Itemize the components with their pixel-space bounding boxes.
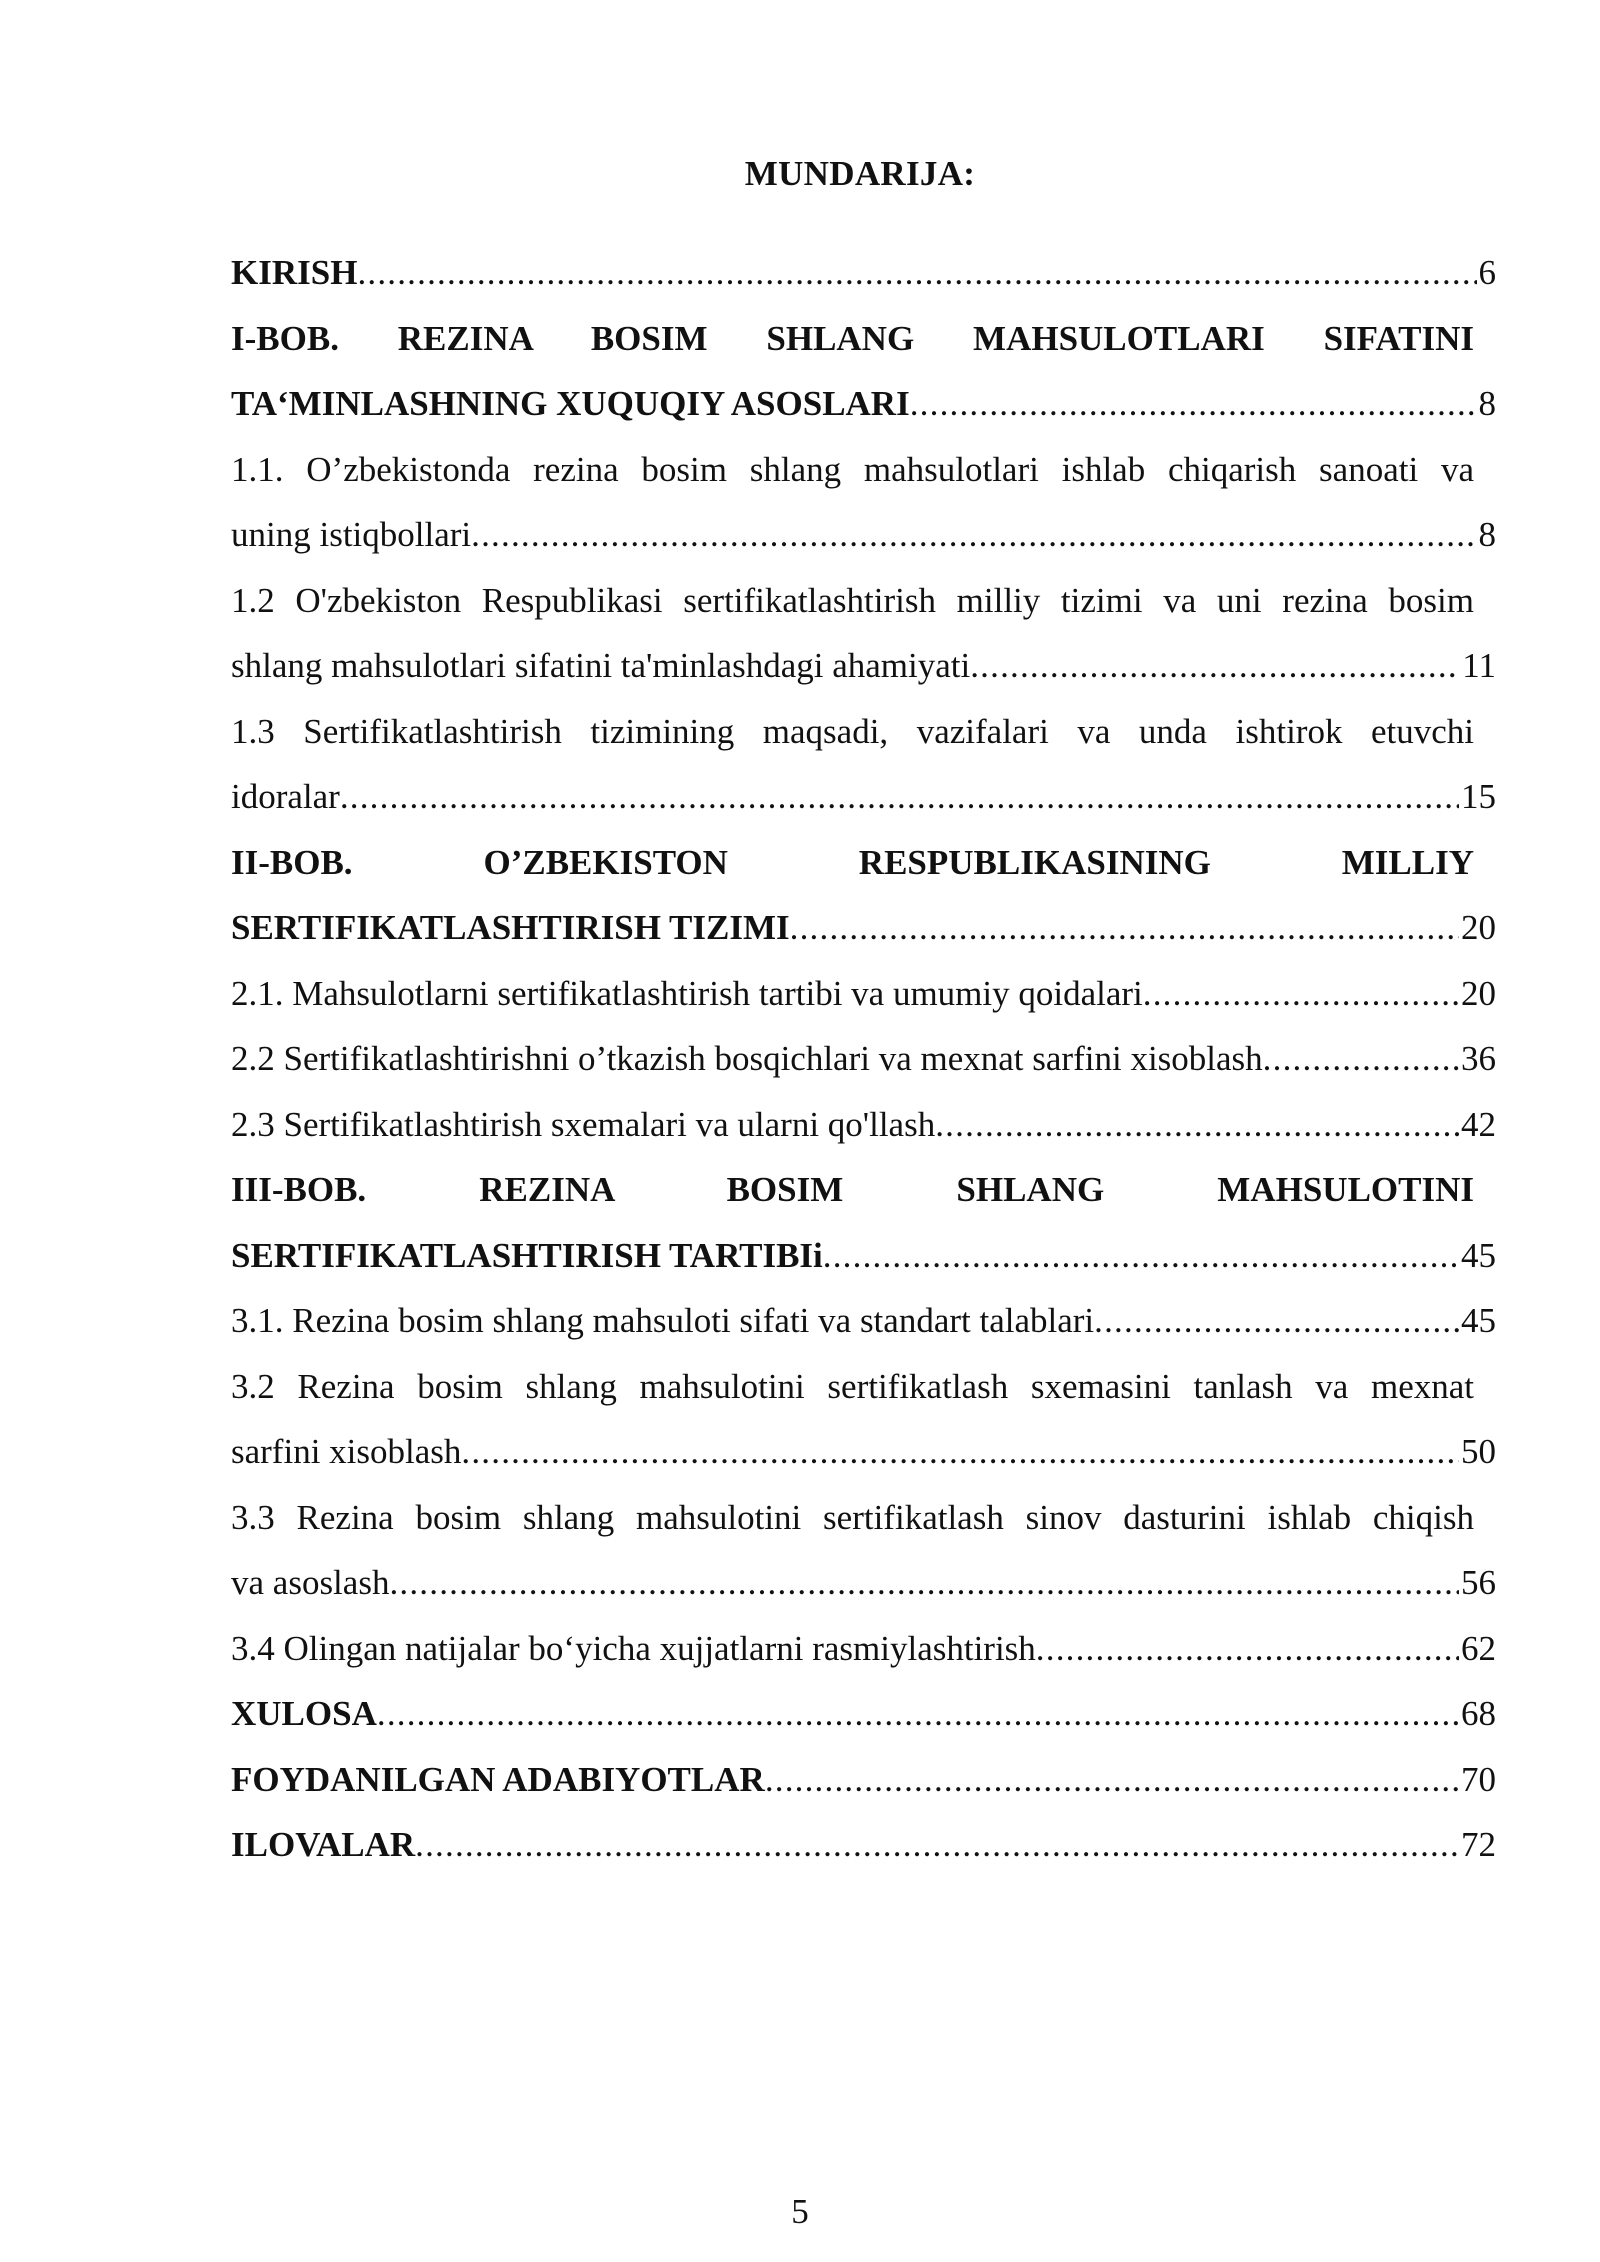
toc-entry-first-line: 3.2 Rezina bosim shlang mahsulotini sertifikatlash sxemasini tanlash va mexnat (231, 1366, 1474, 1406)
toc-entry-leader-line (231, 1026, 1496, 1092)
dot-leader (765, 1747, 1459, 1813)
toc-entry-leader-line (231, 1092, 1496, 1158)
toc-entry[interactable] (231, 1026, 1496, 1092)
toc-entry-leader-line (231, 240, 1496, 306)
toc-entry-title: 3.1. Rezina bosim shlang mahsuloti sifati va standart talablari (231, 1301, 1095, 1340)
dot-leader (1094, 1288, 1459, 1354)
toc-entry-page-number: 45 (1461, 1235, 1496, 1275)
toc-entry-leader-line (231, 633, 1496, 699)
toc-entry[interactable] (231, 437, 1496, 568)
toc-entry-leader-line (231, 1747, 1496, 1813)
toc-entry-page-number: 20 (1461, 908, 1496, 947)
toc-entry-leader-line (231, 1812, 1496, 1878)
toc-entry-leader-line (231, 1681, 1496, 1747)
toc-entry-leader-line (231, 961, 1496, 1027)
toc-entry-title: 3.4 Olingan natijalar bo‘yicha xujjatlarni rasmiylashtirish (231, 1628, 1036, 1668)
dot-leader (415, 1812, 1459, 1878)
toc-entry[interactable] (231, 830, 1496, 961)
dot-leader (357, 240, 1476, 306)
toc-entry-title: ILOVALAR (231, 1825, 416, 1864)
toc-entry-title: 2.2 Sertifikatlashtirishni o’tkazish bosqichlari va mexnat sarfini xisoblash (231, 1039, 1263, 1078)
toc-entry-title: 2.1. Mahsulotlarni sertifikatlashtirish tartibi va umumiy qoidalari (231, 973, 1143, 1013)
dot-leader (1036, 1616, 1459, 1682)
toc-entry-title: TA‘MINLASHNING XUQUQIY ASOSLARI (231, 384, 910, 423)
toc-entry-page-number: 72 (1461, 1825, 1496, 1864)
toc-entry[interactable] (231, 1681, 1496, 1747)
toc-entry[interactable] (231, 699, 1496, 830)
table-of-contents (231, 240, 1496, 1878)
toc-entry-page-number: 42 (1461, 1104, 1496, 1144)
toc-entry-page-number: 56 (1461, 1563, 1496, 1602)
dot-leader (389, 1550, 1459, 1616)
dot-leader (910, 371, 1477, 437)
dot-leader (823, 1223, 1459, 1289)
toc-entry-leader-line (231, 1223, 1496, 1289)
toc-entry[interactable] (231, 1616, 1496, 1682)
toc-entry-title: SERTIFIKATLASHTIRISH TIZIMI (231, 908, 790, 947)
toc-entry-leader-line (231, 1288, 1496, 1354)
toc-entry-first-line: III-BOB. REZINA BOSIM SHLANG MAHSULOTINI (231, 1170, 1474, 1209)
toc-entry-page-number: 36 (1461, 1039, 1496, 1078)
toc-entry-page-number: 70 (1461, 1759, 1496, 1799)
toc-entry-leader-line (231, 371, 1496, 437)
toc-entry[interactable] (231, 306, 1496, 437)
toc-entry-page-number: 15 (1461, 777, 1496, 816)
toc-entry[interactable] (231, 1354, 1496, 1485)
toc-entry-leader-line (231, 895, 1496, 961)
toc-entry[interactable] (231, 961, 1496, 1027)
toc-entry-page-number: 50 (1461, 1432, 1496, 1471)
dot-leader (1263, 1026, 1459, 1092)
page-number: 5 (791, 2192, 809, 2231)
toc-entry-first-line: 3.3 Rezina bosim shlang mahsulotini sertifikatlash sinov dasturini ishlab chiqish (231, 1497, 1474, 1537)
toc-entry-title: sarfini xisoblash (231, 1432, 462, 1471)
toc-entry-page-number: 11 (1462, 646, 1496, 685)
toc-entry-title: va asoslash (231, 1563, 390, 1602)
toc-entry-title: 2.3 Sertifikatlashtirish sxemalari va ularni qo'llash (231, 1104, 936, 1144)
toc-entry-page-number: 6 (1478, 253, 1496, 292)
toc-entry-first-line: 1.2 O'zbekiston Respublikasi sertifikatlashtirish milliy tizimi va uni rezina bosim (231, 580, 1474, 620)
toc-entry-title: shlang mahsulotlari sifatini ta'minlashdagi ahamiyati (231, 646, 971, 685)
dot-leader (790, 895, 1459, 961)
toc-entry-page-number: 62 (1461, 1628, 1496, 1668)
toc-entry-page-number: 45 (1461, 1301, 1496, 1340)
toc-entry-page-number: 8 (1478, 384, 1496, 423)
toc-entry[interactable] (231, 240, 1496, 306)
toc-entry-page-number: 68 (1461, 1694, 1496, 1733)
toc-entry[interactable] (231, 1092, 1496, 1158)
dot-leader (340, 764, 1459, 830)
toc-entry-leader-line (231, 1616, 1496, 1682)
dot-leader (970, 633, 1460, 699)
toc-entry-title: SERTIFIKATLASHTIRISH TARTIBIi (231, 1235, 823, 1275)
toc-entry-title: uning istiqbollari (231, 515, 472, 554)
dot-leader (935, 1092, 1459, 1158)
toc-entry[interactable] (231, 1288, 1496, 1354)
dot-leader (461, 1419, 1459, 1485)
toc-entry-first-line: II-BOB. O’ZBEKISTON RESPUBLIKASINING MILLIY (231, 842, 1474, 882)
toc-entry[interactable] (231, 568, 1496, 699)
toc-title: MUNDARIJA: (744, 154, 976, 193)
dot-leader (377, 1681, 1459, 1747)
dot-leader (1143, 961, 1459, 1027)
toc-entry-title: idoralar (231, 777, 340, 816)
toc-entry-title: XULOSA (231, 1694, 377, 1733)
toc-entry-title: FOYDANILGAN ADABIYOTLAR (231, 1759, 765, 1799)
toc-entry-leader-line (231, 764, 1496, 830)
toc-entry-leader-line (231, 1550, 1496, 1616)
toc-entry[interactable] (231, 1812, 1496, 1878)
toc-entry-first-line: 1.1. O’zbekistonda rezina bosim shlang mahsulotlari ishlab chiqarish sanoati va (231, 449, 1474, 489)
toc-entry-first-line: I-BOB. REZINA BOSIM SHLANG MAHSULOTLARI SIFATINI (231, 318, 1474, 358)
toc-entry-page-number: 8 (1478, 515, 1496, 554)
toc-entry[interactable] (231, 1485, 1496, 1616)
toc-entry-first-line: 1.3 Sertifikatlashtirish tizimining maqsadi, vazifalari va unda ishtirok etuvchi (231, 711, 1474, 751)
toc-entry-page-number: 20 (1461, 973, 1496, 1013)
toc-entry[interactable] (231, 1747, 1496, 1813)
toc-entry-leader-line (231, 502, 1496, 568)
toc-entry[interactable] (231, 1157, 1496, 1288)
toc-entry-leader-line (231, 1419, 1496, 1485)
dot-leader (471, 502, 1476, 568)
toc-entry-title: KIRISH (231, 253, 358, 292)
